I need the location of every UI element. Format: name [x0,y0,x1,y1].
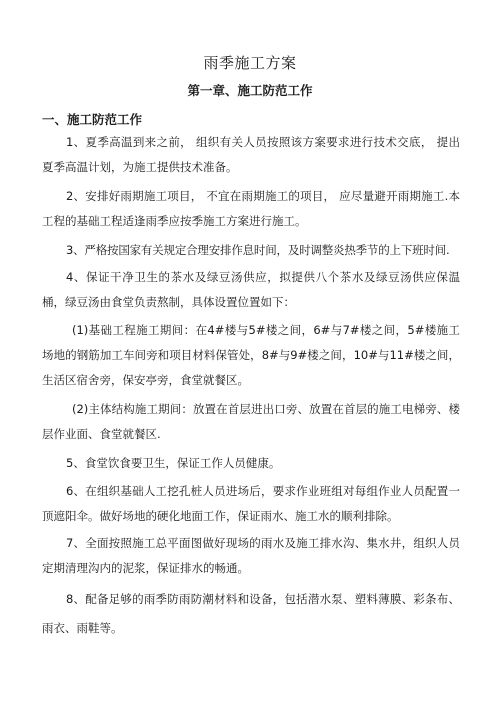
document-title: 雨季施工方案 [203,54,297,72]
paragraph-6: 6、在组织基础人工挖孔桩人员进场后，要求作业班组对每组作业人员配置一顶遮阳伞。做好场地的硬化地面工作，保证雨水、施工水的顺利排除。 [42,484,460,523]
paragraph-3: 3、严格按国家有关规定合理安排作息时间，及时调整炎热季节的上下班时间. [66,243,450,257]
paragraph-8: 8、配备足够的雨季防雨防潮材料和设备，包括潜水泵、塑料薄膜、彩条布、雨衣、雨鞋等。 [42,592,460,635]
paragraph-4-sub-2: (2)主体结构施工期间：放置在首层进出口旁、放置在首层的施工电梯旁、楼层作业面、食堂就餐区. [42,402,460,441]
paragraph-1: 1、夏季高温到来之前， 组织有关人员按照该方案要求进行技术交底， 提出夏季高温计划，为施工提供技术准备。 [42,135,460,174]
paragraph-2: 2、安排好雨期施工项目， 不宜在雨期施工的项目， 应尽量避开雨期施工.本工程的基础工程适逢雨季应按季施工方案进行施工。 [42,189,460,228]
chapter-title: 第一章、施工防范工作 [187,83,313,98]
paragraph-4-sub-1: (1)基础工程施工期间：在4#楼与5#楼之间，6#与7#楼之间，5#楼施工场地的钢筋加工车间旁和项目材料保管处，8#与9#楼之间，10#与11#楼之间，生活区宿舍旁，保安亭旁，食堂就餐区。 [42,323,460,387]
paragraph-7: 7、全面按照施工总平面图做好现场的雨水及施工排水沟、集水井，组织人员定期清理沟内的泥浆，保证排水的畅通。 [42,536,460,575]
section-heading: 一、施工防范工作 [42,112,143,127]
paragraph-5: 5、食堂饮食要卫生，保证工作人员健康。 [66,456,281,470]
paragraph-4: 4、保证干净卫生的茶水及绿豆汤供应，拟提供八个茶水及绿豆汤供应保温桶，绿豆汤由食堂负责熬制，具体设置位置如下： [42,270,460,309]
